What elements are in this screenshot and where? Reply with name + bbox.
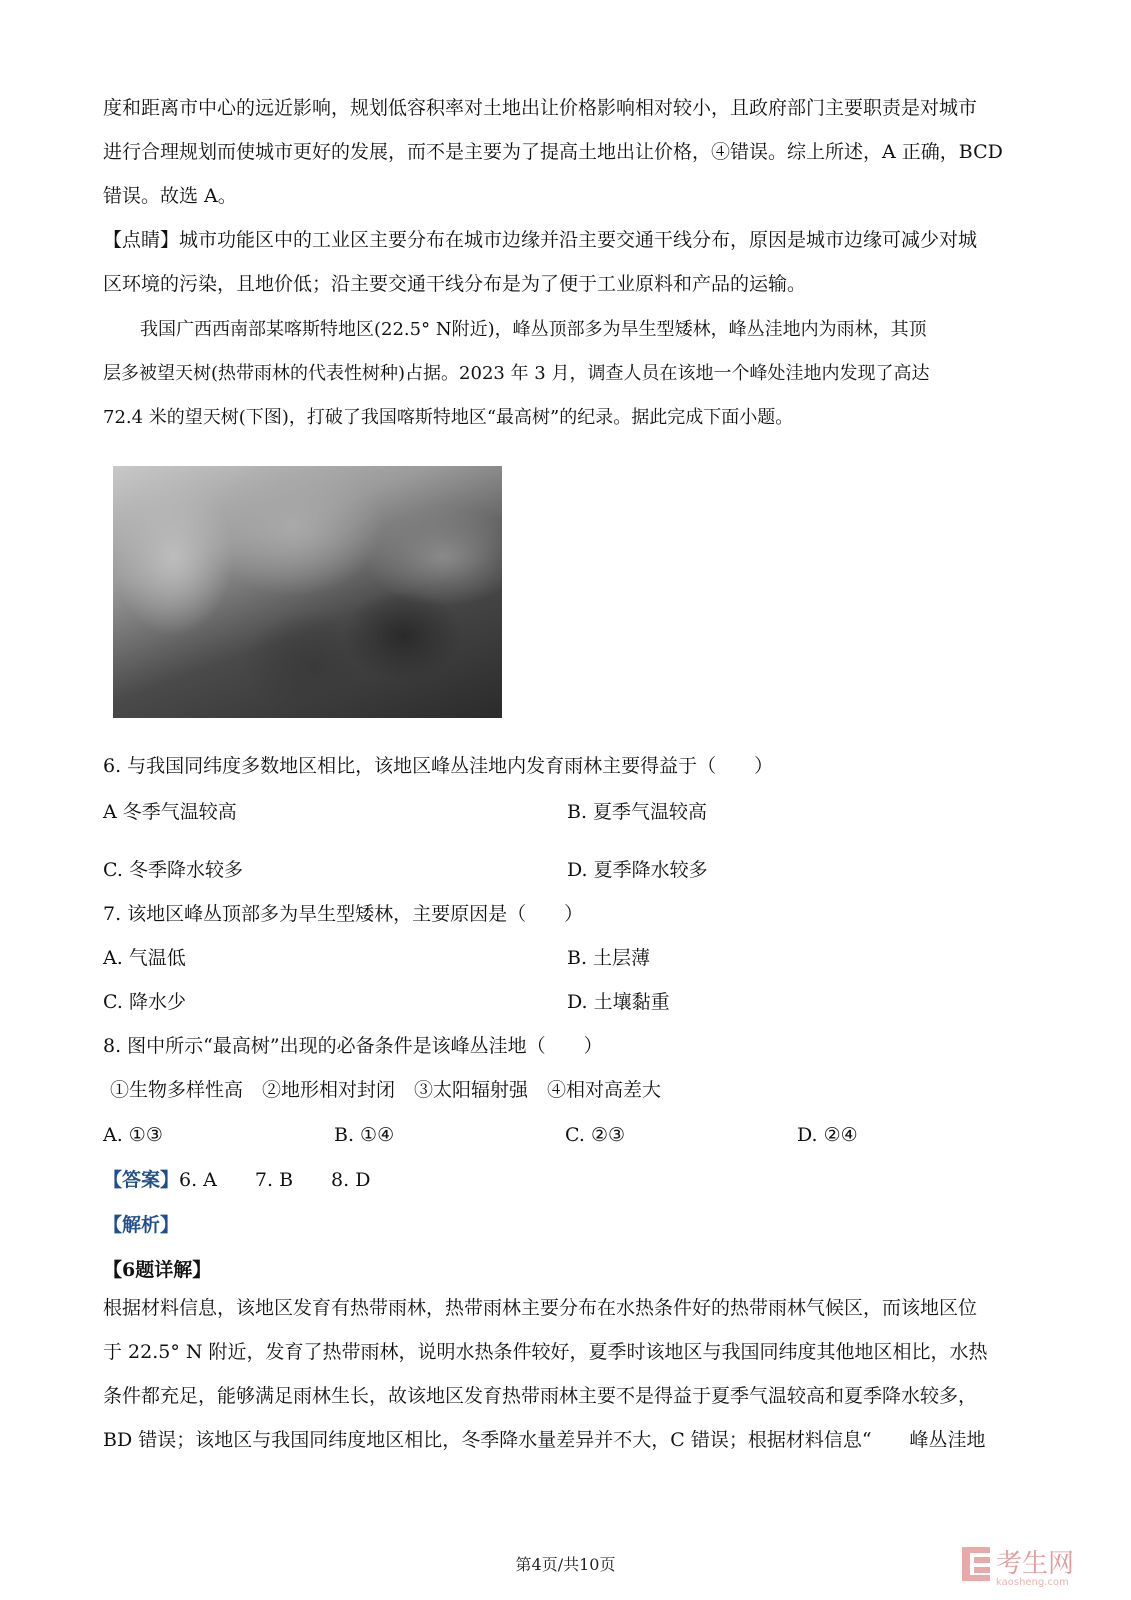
text-line: 进行合理规划而使城市更好的发展，而不是主要为了提高土地出让价格，④错误。综上所述，A 正确，BCD [103, 141, 1003, 163]
question-6-stem: 6. 与我国同纬度多数地区相比，该地区峰丛洼地内发育雨林主要得益于（ ） [103, 755, 774, 777]
answer-line [103, 1166, 370, 1194]
passage-line: 72.4 米的望天树(下图)，打破了我国喀斯特地区“最高树”的纪录。据此完成下面小题。 [103, 407, 794, 428]
detail-label: 【6题详解】 [103, 1259, 212, 1281]
watermark-domain: kaosheng.com [996, 1577, 1069, 1588]
rainforest-photo [113, 466, 502, 718]
text-line: 区环境的污染，且地价低；沿主要交通干线分布是为了便于工业原料和产品的运输。 [103, 273, 807, 295]
passage-line: 层多被望天树(热带雨林的代表性树种)占据。2023 年 3 月，调查人员在该地一个峰处洼地内发现了高达 [103, 363, 930, 384]
question-6-option-b: B. 夏季气温较高 [567, 801, 708, 823]
question-8-option-b: B. ①④ [334, 1124, 395, 1146]
tip-line [103, 218, 1033, 263]
question-8-items: ①生物多样性高 ②地形相对封闭 ③太阳辐射强 ④相对高差大 [110, 1079, 662, 1101]
answer-text: 6. A 7. B 8. D [179, 1169, 371, 1191]
tip-text: 城市功能区中的工业区主要分布在城市边缘并沿主要交通干线分布，原因是城市边缘可减少对城 [179, 229, 978, 251]
question-6-option-d: D. 夏季降水较多 [567, 859, 708, 881]
tip-label: 【点睛】 [103, 229, 180, 251]
text-line: 度和距离市中心的远近影响，规划低容积率对土地出让价格影响相对较小，且政府部门主要职责是对城市 [103, 97, 978, 119]
question-7-option-c: C. 降水少 [103, 991, 186, 1013]
question-7-option-b: B. 土层薄 [567, 947, 651, 969]
answer-label: 【答案】 [103, 1169, 180, 1191]
question-8-option-d: D. ②④ [797, 1124, 858, 1146]
question-7-option-d: D. 土壤黏重 [567, 991, 670, 1013]
detail-line: 根据材料信息，该地区发育有热带雨林，热带雨林主要分布在水热条件好的热带雨林气候区，而该地区位 [103, 1297, 978, 1319]
watermark-logo [962, 1547, 1075, 1588]
text-line: 错误。故选 A。 [103, 185, 237, 207]
page-number: 第4页/共10页 [515, 1555, 616, 1574]
question-7-stem: 7. 该地区峰丛顶部多为旱生型矮林，主要原因是（ ） [103, 903, 584, 925]
question-8-option-a: A. ①③ [103, 1124, 163, 1146]
question-6-option-a: A 冬季气温较高 [103, 801, 237, 823]
question-8-stem: 8. 图中所示“最高树”出现的必备条件是该峰丛洼地（ ） [103, 1035, 603, 1057]
detail-line: 条件都充足，能够满足雨林生长，故该地区发育热带雨林主要不是得益于夏季气温较高和夏季降水较多， [103, 1385, 978, 1407]
detail-line: BD 错误；该地区与我国同纬度地区相比，冬季降水量差异并不大，C 错误；根据材料信息“ 峰丛洼地 [103, 1429, 986, 1451]
passage-line: 我国广西西南部某喀斯特地区(22.5° N附近)，峰丛顶部多为旱生型矮林，峰丛洼地内为雨林，其顶 [140, 319, 927, 340]
watermark-name: 考生网 [996, 1549, 1075, 1579]
question-6-option-c: C. 冬季降水较多 [103, 859, 243, 881]
analysis-label: 【解析】 [103, 1214, 180, 1236]
detail-line: 于 22.5° N 附近，发育了热带雨林，说明水热条件较好，夏季时该地区与我国同纬度其他地区相比，水热 [103, 1341, 988, 1363]
question-7-option-a: A. 气温低 [103, 947, 186, 969]
question-8-option-c: C. ②③ [565, 1124, 626, 1146]
watermark-icon [962, 1547, 990, 1581]
